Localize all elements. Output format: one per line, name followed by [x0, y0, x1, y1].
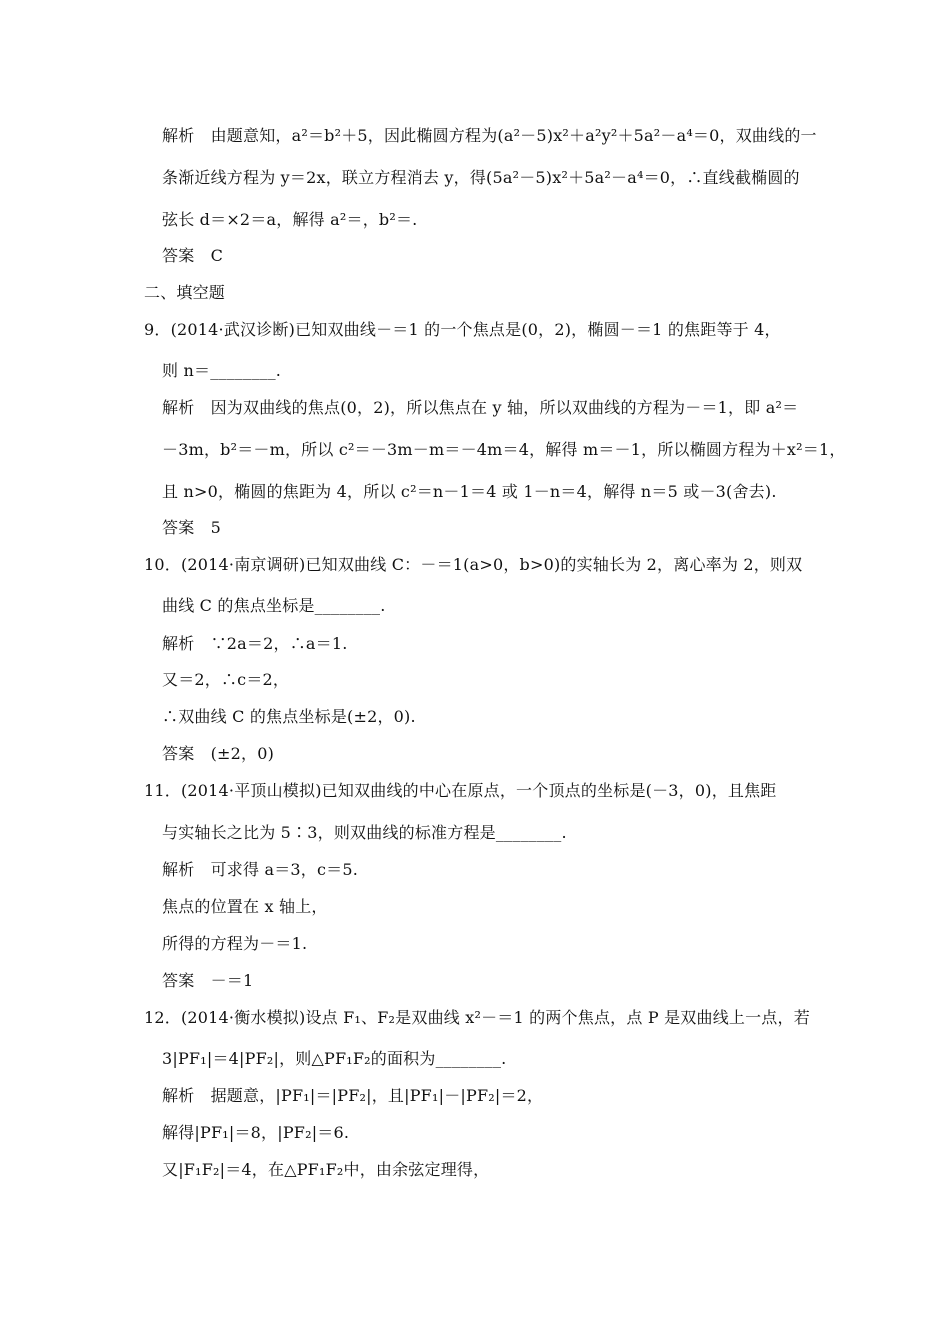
text-line: 3|PF₁|＝4|PF₂|，则△PF₁F₂的面积为________.: [162, 1049, 507, 1068]
text-line: 解析 可求得 a＝3，c＝5.: [162, 860, 359, 879]
text-line: 则 n＝________.: [162, 361, 282, 380]
answer-line: 答案 C: [162, 246, 224, 265]
answer-line: 答案 (±2，0): [162, 744, 275, 763]
text-line: 解析 ∵2a＝2，∴a＝1.: [162, 634, 348, 653]
answer-line: 答案 5: [162, 518, 221, 537]
text-line: 条渐近线方程为 y＝2x，联立方程消去 y，得(5a²－5)x²＋5a²－a⁴＝0，∴直线截椭圆的: [162, 168, 800, 187]
question-line: 11．(2014·平顶山模拟)已知双曲线的中心在原点，一个顶点的坐标是(－3，0)，且焦距: [144, 781, 777, 800]
text-line: 解得|PF₁|＝8，|PF₂|＝6.: [162, 1123, 350, 1142]
text-line: ∴双曲线 C 的焦点坐标是(±2，0).: [162, 707, 416, 726]
text-line: 所得的方程为－＝1.: [162, 934, 308, 953]
question-line: 10．(2014·南京调研)已知双曲线 C：－＝1(a>0，b>0)的实轴长为 2，离心率为 2，则双: [144, 555, 803, 574]
text-line: 解析 由题意知，a²＝b²＋5，因此椭圆方程为(a²－5)x²＋a²y²＋5a²－a⁴＝0，双曲线的一: [162, 126, 817, 145]
answer-line: 答案 －＝1: [162, 971, 254, 990]
text-line: 解析 据题意，|PF₁|＝|PF₂|，且|PF₁|－|PF₂|＝2，: [162, 1086, 544, 1105]
text-line: 又|F₁F₂|＝4，在△PF₁F₂中，由余弦定理得，: [162, 1160, 490, 1179]
question-line: 12．(2014·衡水模拟)设点 F₁、F₂是双曲线 x²－＝1 的两个焦点，点 P 是双曲线上一点，若: [144, 1008, 810, 1027]
text-line: 解析 因为双曲线的焦点(0，2)，所以焦点在 y 轴，所以双曲线的方程为－＝1，即 a²＝: [162, 398, 799, 417]
text-line: －3m，b²＝－m，所以 c²＝－3m－m＝－4m＝4，解得 m＝－1，所以椭圆方程为＋x²＝1，: [162, 440, 846, 459]
question-line: 9．(2014·武汉诊断)已知双曲线－＝1 的一个焦点是(0，2)，椭圆－＝1 的焦距等于 4，: [144, 320, 781, 339]
text-line: 与实轴长之比为 5∶3，则双曲线的标准方程是________.: [162, 823, 567, 842]
text-line: 弦长 d＝×2＝a，解得 a²＝，b²＝.: [162, 210, 418, 229]
text-line: 曲线 C 的焦点坐标是________.: [162, 596, 386, 615]
text-line: 且 n>0，椭圆的焦距为 4，所以 c²＝n－1＝4 或 1－n＝4，解得 n＝5 或－3(舍去).: [162, 482, 777, 501]
section-heading: 二、填空题: [144, 283, 226, 302]
text-line: 焦点的位置在 x 轴上，: [162, 897, 328, 916]
text-line: 又＝2，∴c＝2，: [162, 670, 290, 689]
